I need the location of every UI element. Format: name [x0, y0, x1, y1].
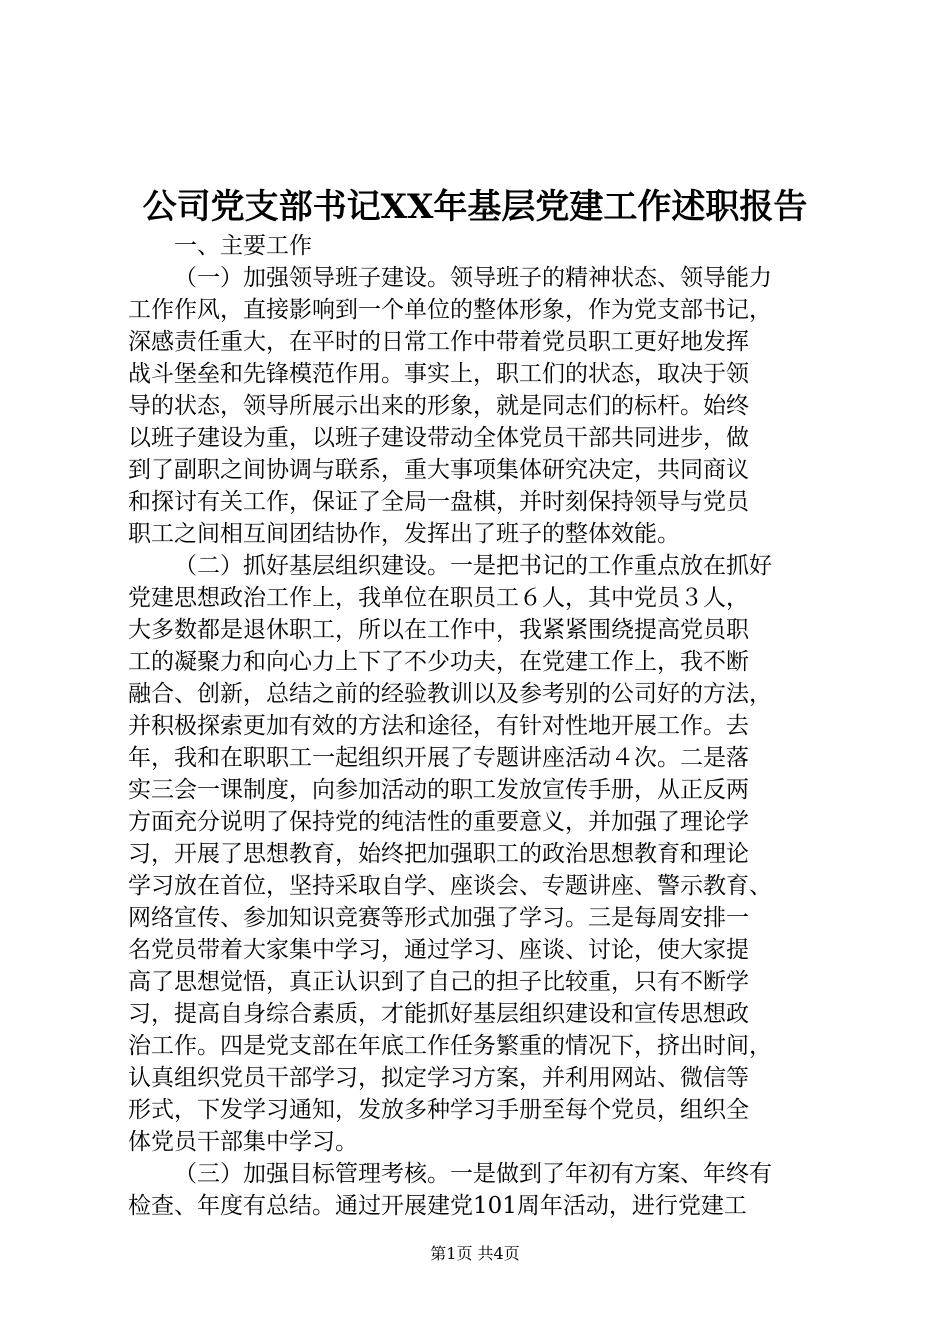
paragraph-line: 深感责任重大，在平时的日常工作中带着党员职工更好地发挥: [128, 329, 749, 355]
paragraph-line: 大多数都是退休职工，所以在工作中，我紧紧围绕提高党员职: [128, 617, 749, 643]
paragraph-line: 治工作。四是党支部在年底工作任务繁重的情况下，挤出时间，: [128, 1033, 772, 1059]
paragraph-line: 名党员带着大家集中学习，通过学习、座谈、讨论，使大家提: [128, 937, 749, 963]
paragraph-line: 习，提高自身综合素质，才能抓好基层组织建设和宣传思想政: [128, 1001, 749, 1027]
paragraph-line: 工作作风，直接影响到一个单位的整体形象，作为党支部书记，: [128, 297, 772, 323]
paragraph-line: 导的状态，领导所展示出来的形象，就是同志们的标杆。始终: [128, 393, 749, 419]
paragraph-line: （一）加强领导班子建设。领导班子的精神状态、领导能力: [174, 265, 772, 291]
document-title: 公司党支部书记XX年基层党建工作述职报告: [142, 187, 808, 227]
paragraph-line: 以班子建设为重，以班子建设带动全体党员干部共同进步，做: [128, 425, 749, 451]
paragraph-line: 并积极探索更加有效的方法和途径，有针对性地开展工作。去: [128, 713, 749, 739]
paragraph-line: 实三会一课制度，向参加活动的职工发放宣传手册，从正反两: [128, 777, 749, 803]
section-heading: 一、主要工作: [174, 233, 312, 259]
paragraph-line: 工的凝聚力和向心力上下了不少功夫，在党建工作上，我不断: [128, 649, 749, 675]
page-number: 第1页 共4页: [430, 1244, 520, 1263]
paragraph-line: 党建思想政治工作上，我单位在职员工６人，其中党员３人，: [128, 585, 749, 611]
paragraph-line: 网络宣传、参加知识竞赛等形式加强了学习。三是每周安排一: [128, 905, 749, 931]
paragraph-line: 习，开展了思想教育，始终把加强职工的政治思想教育和理论: [128, 841, 749, 867]
paragraph-line: 认真组织党员干部学习，拟定学习方案，并利用网站、微信等: [128, 1065, 749, 1091]
paragraph-line: （三）加强目标管理考核。一是做到了年初有方案、年终有: [174, 1161, 772, 1187]
paragraph-line: 检查、年度有总结。通过开展建党101周年活动，进行党建工: [128, 1193, 747, 1219]
paragraph-line: 战斗堡垒和先锋模范作用。事实上，职工们的状态，取决于领: [128, 361, 749, 387]
paragraph-line: 职工之间相互间团结协作，发挥出了班子的整体效能。: [128, 521, 680, 547]
paragraph-line: 形式，下发学习通知，发放多种学习手册至每个党员，组织全: [128, 1097, 749, 1123]
paragraph-line: 体党员干部集中学习。: [128, 1129, 358, 1155]
paragraph-line: 年，我和在职职工一起组织开展了专题讲座活动４次。二是落: [128, 745, 749, 771]
paragraph-line: 和探讨有关工作，保证了全局一盘棋，并时刻保持领导与党员: [128, 489, 749, 515]
paragraph-line: （二）抓好基层组织建设。一是把书记的工作重点放在抓好: [174, 553, 772, 579]
paragraph-line: 融合、创新，总结之前的经验教训以及参考别的公司好的方法，: [128, 681, 772, 707]
paragraph-line: 学习放在首位，坚持采取自学、座谈会、专题讲座、警示教育、: [128, 873, 772, 899]
paragraph-line: 到了副职之间协调与联系，重大事项集体研究决定，共同商议: [128, 457, 749, 483]
paragraph-line: 高了思想觉悟，真正认识到了自己的担子比较重，只有不断学: [128, 969, 749, 995]
paragraph-line: 方面充分说明了保持党的纯洁性的重要意义，并加强了理论学: [128, 809, 749, 835]
document-body: [128, 230, 842, 1222]
